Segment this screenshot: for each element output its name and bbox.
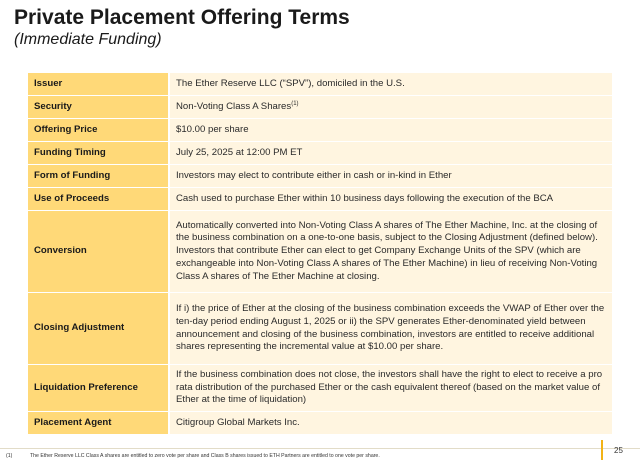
page-number: 25: [614, 446, 623, 455]
table-row: [28, 211, 612, 293]
row-label-placement-agent: Placement Agent: [28, 412, 169, 435]
row-label-conversion: Conversion: [28, 211, 169, 293]
page-subtitle: (Immediate Funding): [14, 31, 162, 48]
row-label-liquidation-preference: Liquidation Preference: [28, 365, 169, 412]
security-value-text: Non-Voting Class A Shares: [176, 100, 292, 112]
row-value-liquidation-preference: If the business combination does not close, the investors shall have the right to elect to receive a pro rata distribution of the purchased Ether or the cash equivalent thereof (based on the market value of Ether at the time of liquidation): [169, 365, 612, 412]
page-number-accent-bar: [601, 440, 603, 460]
table-row: [28, 365, 612, 412]
row-value-placement-agent: Citigroup Global Markets Inc.: [169, 412, 612, 435]
row-value-form-of-funding: Investors may elect to contribute either in cash or in-kind in Ether: [169, 165, 612, 188]
footnote-text: The Ether Reserve LLC Class A shares are entitled to zero vote per share and Class B shares issued to ETH Partners are entitled to one vote per share.: [30, 453, 380, 459]
offering-terms-table: [28, 72, 612, 435]
page-title: Private Placement Offering Terms: [14, 6, 350, 29]
footnote-reference: (1): [291, 100, 299, 107]
table-row: [28, 142, 612, 165]
row-value-offering-price: $10.00 per share: [169, 119, 612, 142]
row-label-closing-adjustment: Closing Adjustment: [28, 293, 169, 365]
table-row: [28, 412, 612, 435]
row-label-form-of-funding: Form of Funding: [28, 165, 169, 188]
row-value-use-of-proceeds: Cash used to purchase Ether within 10 business days following the execution of the BCA: [169, 188, 612, 211]
footnote-number: (1): [6, 453, 13, 459]
table-row: [28, 165, 612, 188]
table-row: [28, 293, 612, 365]
row-label-funding-timing: Funding Timing: [28, 142, 169, 165]
row-label-use-of-proceeds: Use of Proceeds: [28, 188, 169, 211]
row-value-funding-timing: July 25, 2025 at 12:00 PM ET: [169, 142, 612, 165]
footer-divider: [0, 448, 640, 449]
row-label-security: Security: [28, 96, 169, 119]
table-row: [28, 73, 612, 96]
footnote: [6, 453, 380, 459]
table-row: [28, 119, 612, 142]
row-value-issuer: The Ether Reserve LLC (“SPV”), domiciled in the U.S.: [169, 73, 612, 96]
table-row: [28, 96, 612, 119]
table-row: [28, 188, 612, 211]
row-label-issuer: Issuer: [28, 73, 169, 96]
row-value-security: [169, 96, 612, 119]
row-value-conversion: Automatically converted into Non-Voting Class A shares of The Ether Machine, Inc. at the closing of the business combination on a one-to-one basis, subject to the Closing Adjustment (defined below). Investors that contribute Ether can elect to get Company Exchange Units of the SPV (which are exchangeable into Non-Voting Class A shares of The Ether Machine) in lieu of receiving Non-Voting Class A shares of The Ether Machine at closing.: [169, 211, 612, 293]
row-value-closing-adjustment: If i) the price of Ether at the closing of the business combination exceeds the VWAP of Ether over the ten-day period ending August 1, 2025 or ii) the SPV generates Ether-denominated yield between announcement and closing of the business combination, investors are entitled to receive additional shares representing the incremental value at $10.00 per share.: [169, 293, 612, 365]
row-label-offering-price: Offering Price: [28, 119, 169, 142]
